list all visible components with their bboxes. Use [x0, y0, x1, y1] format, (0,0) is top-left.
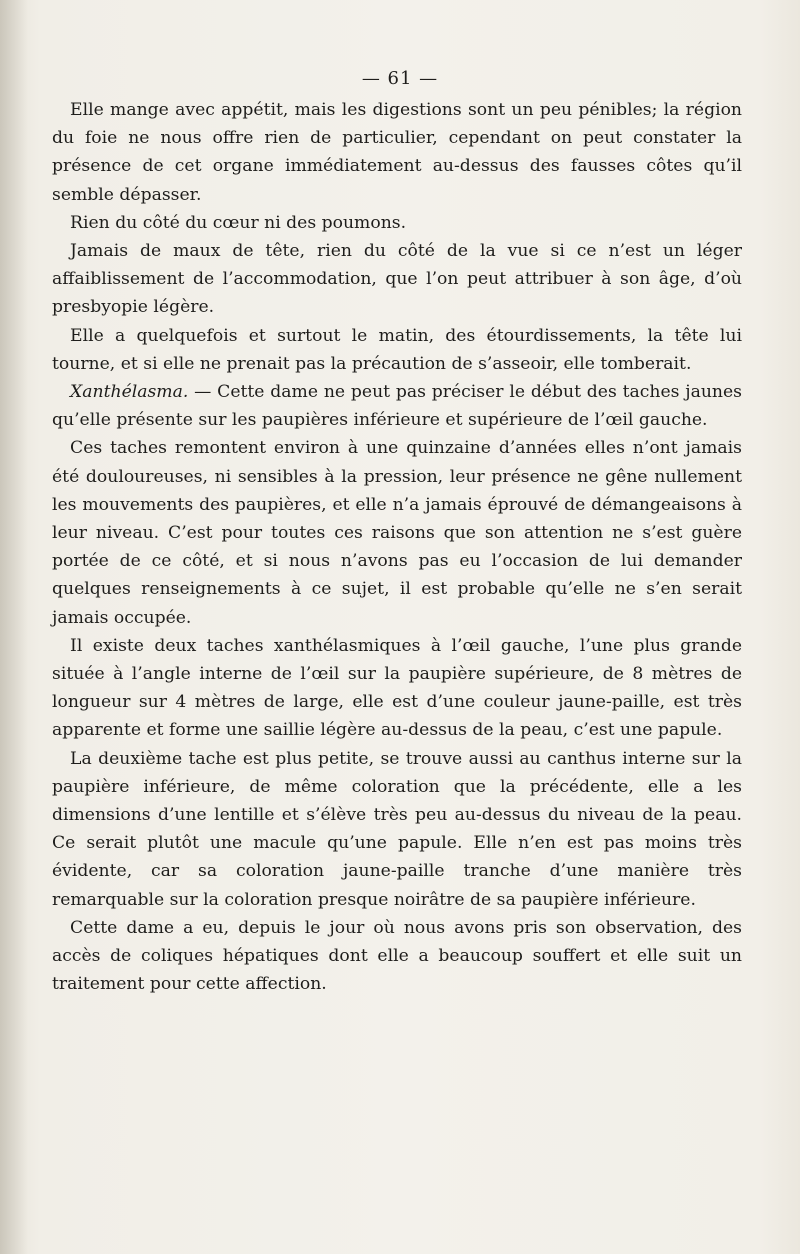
paragraph-dizziness — [52, 322, 742, 378]
body-text — [52, 96, 742, 999]
paragraph-first-spot — [52, 632, 742, 745]
paragraph-text: Elle mange avec appétit, mais les digestions sont un peu pénibles; la région du foie ne nous offre rien de particulier, cependant on peut constater la présence de cet organe immédiatement au-dessus des fausses côtes qu’il semble dépasser. — [52, 100, 742, 205]
paragraph-text: La deuxième tache est plus petite, se trouve aussi au canthus interne sur la paupière inférieure, de même coloration que la précédente, elle a les dimensions d’une lentille et s’élève très peu au-dessus du niveau de la peau. Ce serait plutôt une macule qu’une papule. Elle n’en est pas moins très évidente, car sa coloration jaune-paille tranche d’une manière très remarquable sur la coloration presque noirâtre de sa paupière inférieure. — [52, 748, 742, 910]
paragraph-text: Rien du côté du cœur ni des poumons. — [70, 212, 407, 233]
paragraph-text: Elle a quelquefois et surtout le matin, des étourdissements, la tête lui tourne, et si elle ne prenait pas la précaution de s’asseoir, elle tomberait. — [52, 325, 742, 374]
paragraph-history — [52, 434, 742, 631]
paragraph-headaches-vision — [52, 237, 742, 322]
paragraph-text: Cette dame a eu, depuis le jour où nous avons pris son observation, des accès de coliques hépatiques dont elle a beaucoup souffert et elle suit un traitement pour cette affection. — [52, 917, 742, 995]
paragraph-second-spot — [52, 745, 742, 914]
paragraph-text: Jamais de maux de tête, rien du côté de la vue si ce n’est un léger affaiblissement de l’accommodation, que l’on peut attribuer à son âge, d’où presbyopie légère. — [52, 241, 742, 318]
paragraph-text: Il existe deux taches xanthélasmiques à l’œil gauche, l’une plus grande située à l’angle interne de l’œil sur la paupière supérieure, de 8 mètres de longueur sur 4 mètres de large, elle est d’une couleur jaune-paille, est très apparente et forme une saillie légère au-dessus de la peau, c’est une papule. — [52, 635, 742, 741]
page-number: — 61 — — [361, 68, 439, 89]
paragraph-digestion — [52, 96, 742, 209]
paragraph-heart-lungs — [52, 209, 742, 237]
paragraph-lead-italic: Xanthélasma. — [70, 382, 189, 403]
paragraph-hepatic-colic — [52, 914, 742, 999]
paragraph-text: Ces taches remontent environ à une quinzaine d’années elles n’ont jamais été douloureuses, ni sensibles à la pression, leur présence ne gêne nullement les mouvements des paupières, et elle n’a jamais éprouvé de démangeaisons à leur niveau. C’est pour toutes ces raisons que son attention ne s’est guère portée de ce côté, et si nous n’avons pas eu l’occasion de lui demander quelques renseignements à ce sujet, il est probable qu’elle ne s’en serait jamais occupée. — [52, 438, 742, 628]
binding-shadow — [0, 0, 28, 1254]
paragraph-xanthelasma — [52, 378, 742, 434]
paragraph-text: — Cette dame ne peut pas préciser le début des taches jaunes qu’elle présente sur les paupières inférieure et supérieure de l’œil gauche. — [52, 382, 742, 431]
